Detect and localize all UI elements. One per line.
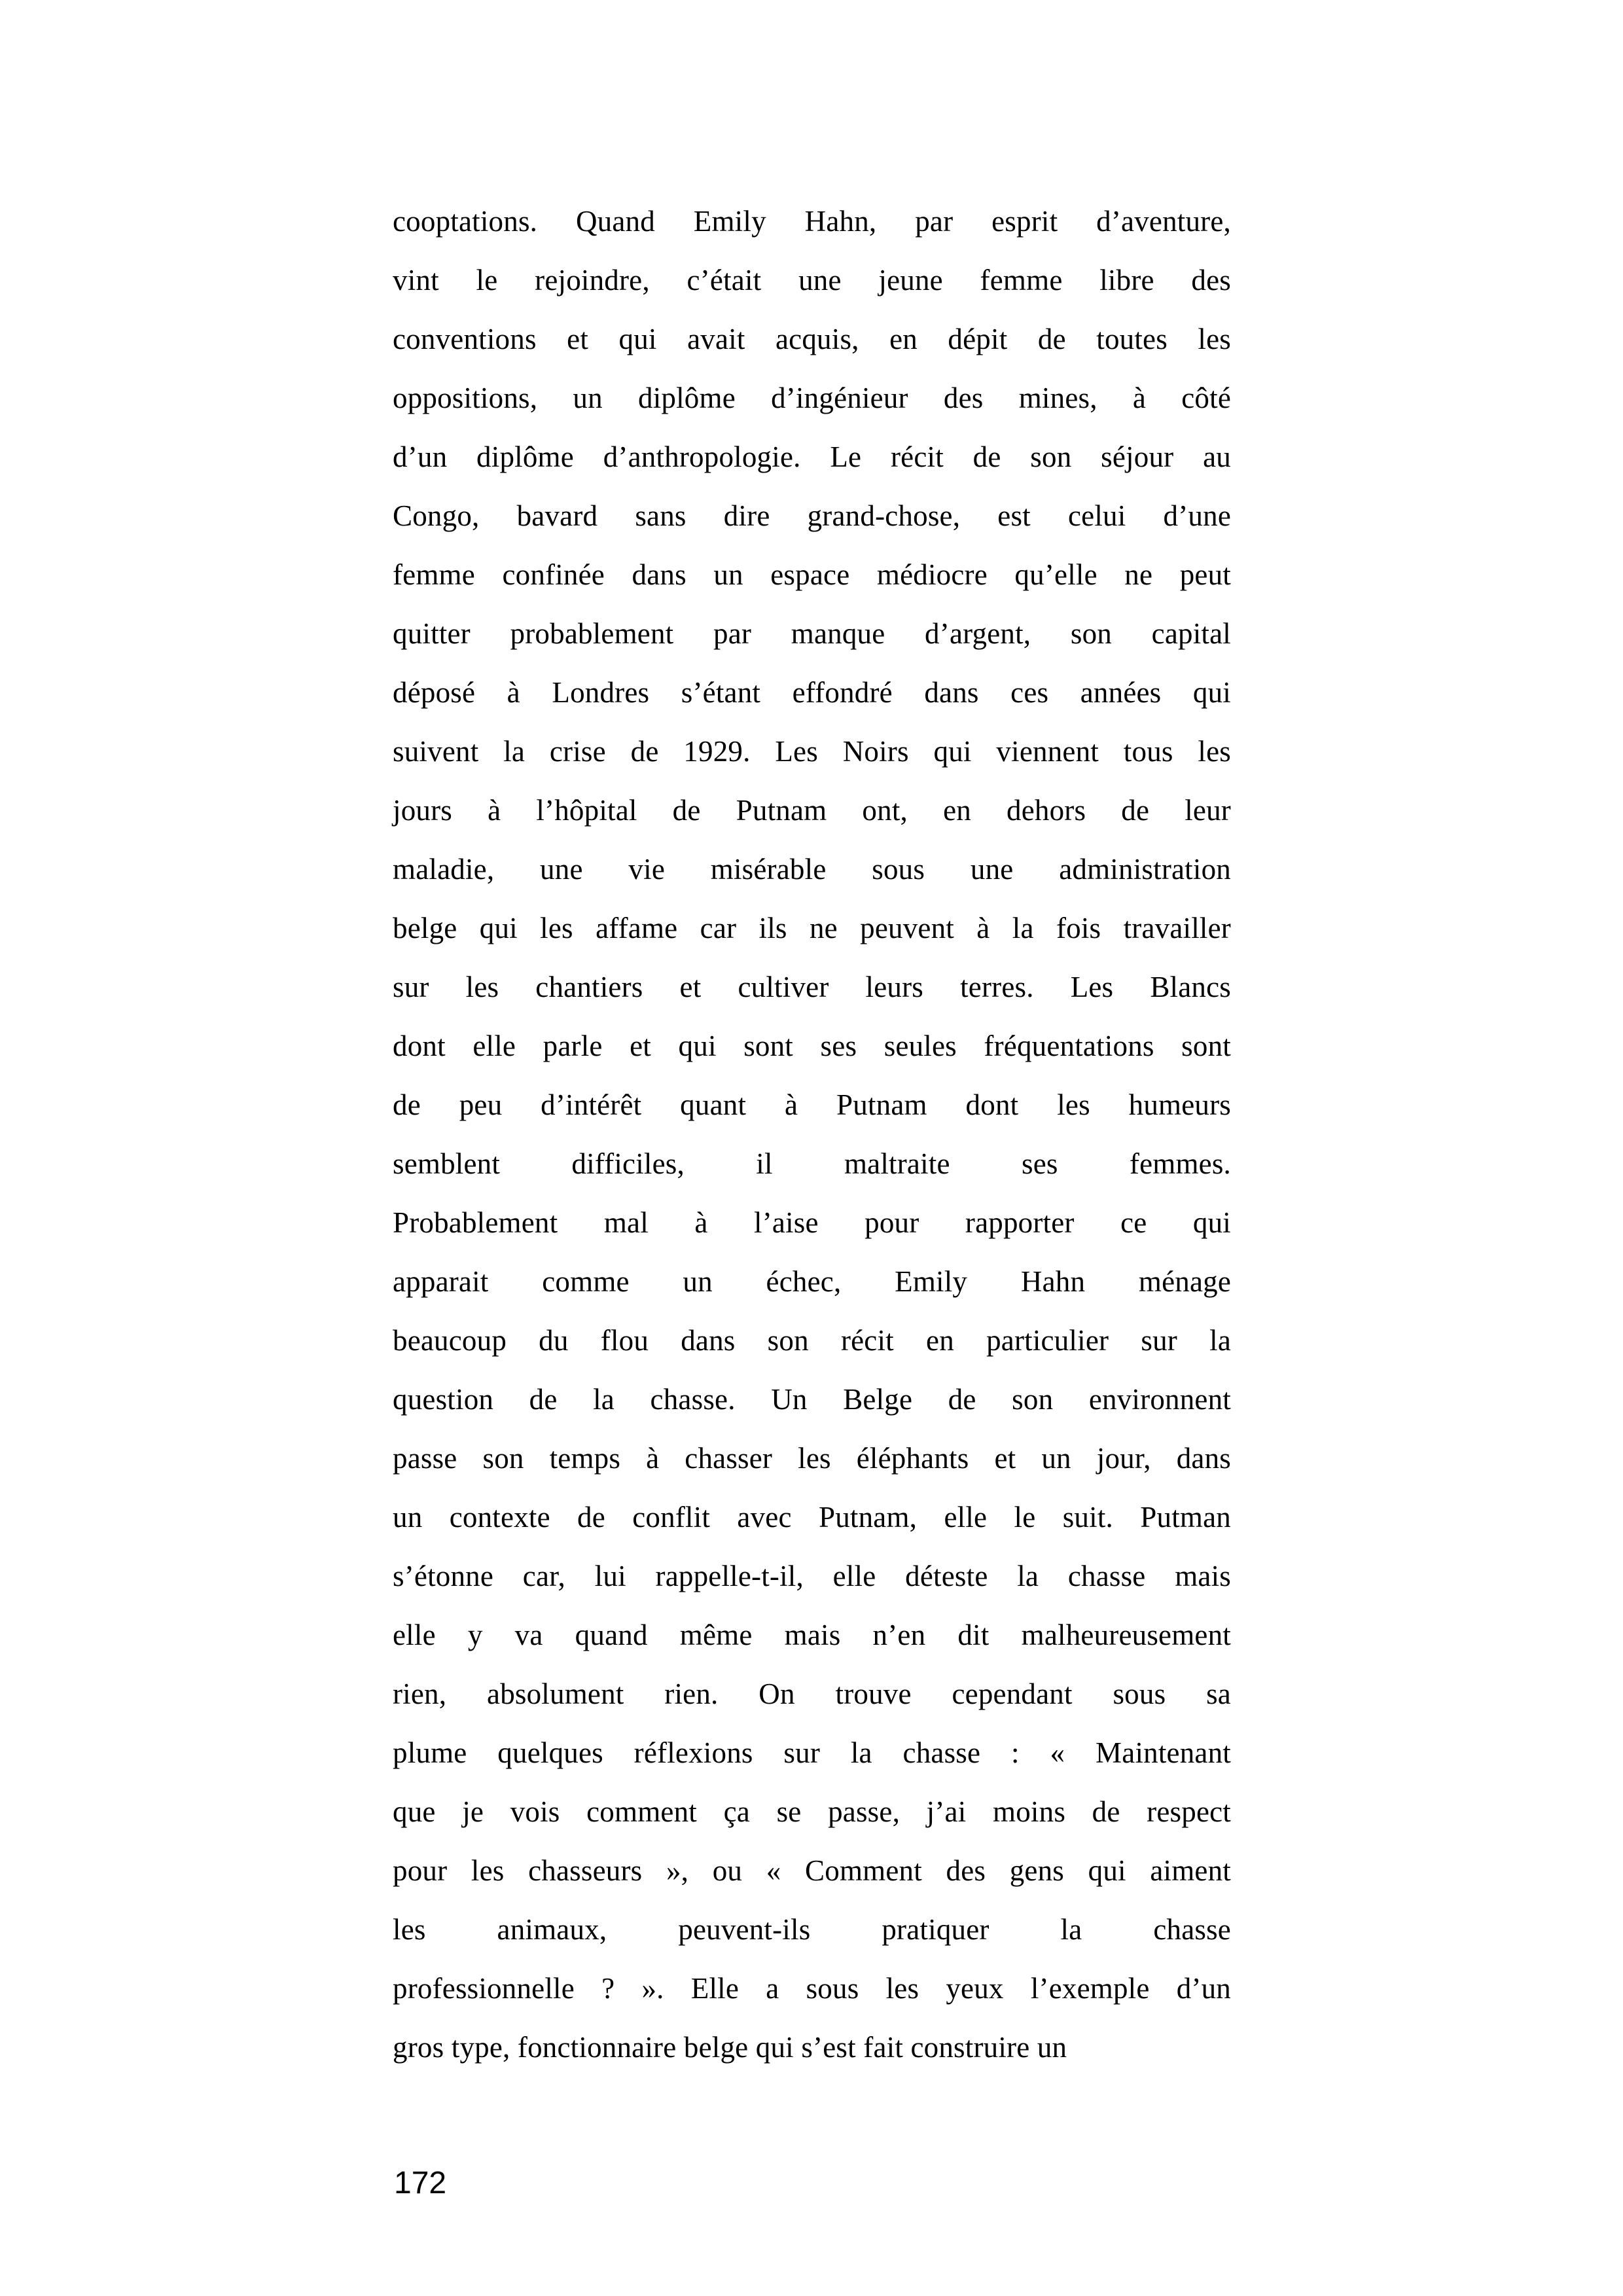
text-line: un contexte de conflit avec Putnam, elle le suit. Putman	[393, 1501, 1231, 1534]
text-line: semblent difficiles, il maltraite ses femmes.	[393, 1147, 1231, 1180]
body-text	[393, 192, 1231, 2077]
text-line: Probablement mal à l’aise pour rapporter ce qui	[393, 1206, 1231, 1239]
text-line: les animaux, peuvent-ils pratiquer la chasse	[393, 1913, 1231, 1946]
text-line: question de la chasse. Un Belge de son environnent	[393, 1383, 1231, 1416]
text-line: cooptations. Quand Emily Hahn, par esprit d’aventure,	[393, 205, 1231, 238]
text-line: quitter probablement par manque d’argent, son capital	[393, 617, 1231, 650]
text-line: d’un diplôme d’anthropologie. Le récit de son séjour au	[393, 440, 1231, 473]
text-line: conventions et qui avait acquis, en dépit de toutes les	[393, 323, 1231, 355]
text-line: rien, absolument rien. On trouve cependant sous sa	[393, 1677, 1231, 1710]
text-line: suivent la crise de 1929. Les Noirs qui viennent tous les	[393, 735, 1231, 768]
text-line: femme confinée dans un espace médiocre qu’elle ne peut	[393, 558, 1231, 591]
text-line: Congo, bavard sans dire grand-chose, est celui d’une	[393, 499, 1231, 532]
text-line: s’étonne car, lui rappelle-t-il, elle déteste la chasse mais	[393, 1560, 1231, 1592]
text-line: beaucoup du flou dans son récit en particulier sur la	[393, 1324, 1231, 1357]
page-number: 172	[394, 2166, 447, 2200]
text-line: pour les chasseurs », ou « Comment des gens qui aiment	[393, 1854, 1231, 1887]
text-line: sur les chantiers et cultiver leurs terres. Les Blancs	[393, 971, 1231, 1003]
text-line: que je vois comment ça se passe, j’ai moins de respect	[393, 1795, 1231, 1828]
text-line: jours à l’hôpital de Putnam ont, en dehors de leur	[393, 794, 1231, 827]
text-line: de peu d’intérêt quant à Putnam dont les humeurs	[393, 1088, 1231, 1121]
text-line: plume quelques réflexions sur la chasse : « Maintenant	[393, 1736, 1231, 1769]
text-line: belge qui les affame car ils ne peuvent à la fois travailler	[393, 912, 1231, 944]
text-line: gros type, fonctionnaire belge qui s’est fait construire un	[393, 2031, 1067, 2064]
text-line: passe son temps à chasser les éléphants et un jour, dans	[393, 1442, 1231, 1475]
text-line: vint le rejoindre, c’était une jeune femme libre des	[393, 264, 1231, 296]
text-line: dont elle parle et qui sont ses seules fréquentations sont	[393, 1030, 1231, 1062]
text-line: déposé à Londres s’étant effondré dans ces années qui	[393, 676, 1231, 709]
text-line: professionnelle ? ». Elle a sous les yeux l’exemple d’un	[393, 1972, 1231, 2005]
text-line: oppositions, un diplôme d’ingénieur des mines, à côté	[393, 382, 1231, 414]
text-line: apparait comme un échec, Emily Hahn ménage	[393, 1265, 1231, 1298]
text-line: elle y va quand même mais n’en dit malheureusement	[393, 1619, 1231, 1651]
text-line: maladie, une vie misérable sous une administration	[393, 853, 1231, 886]
